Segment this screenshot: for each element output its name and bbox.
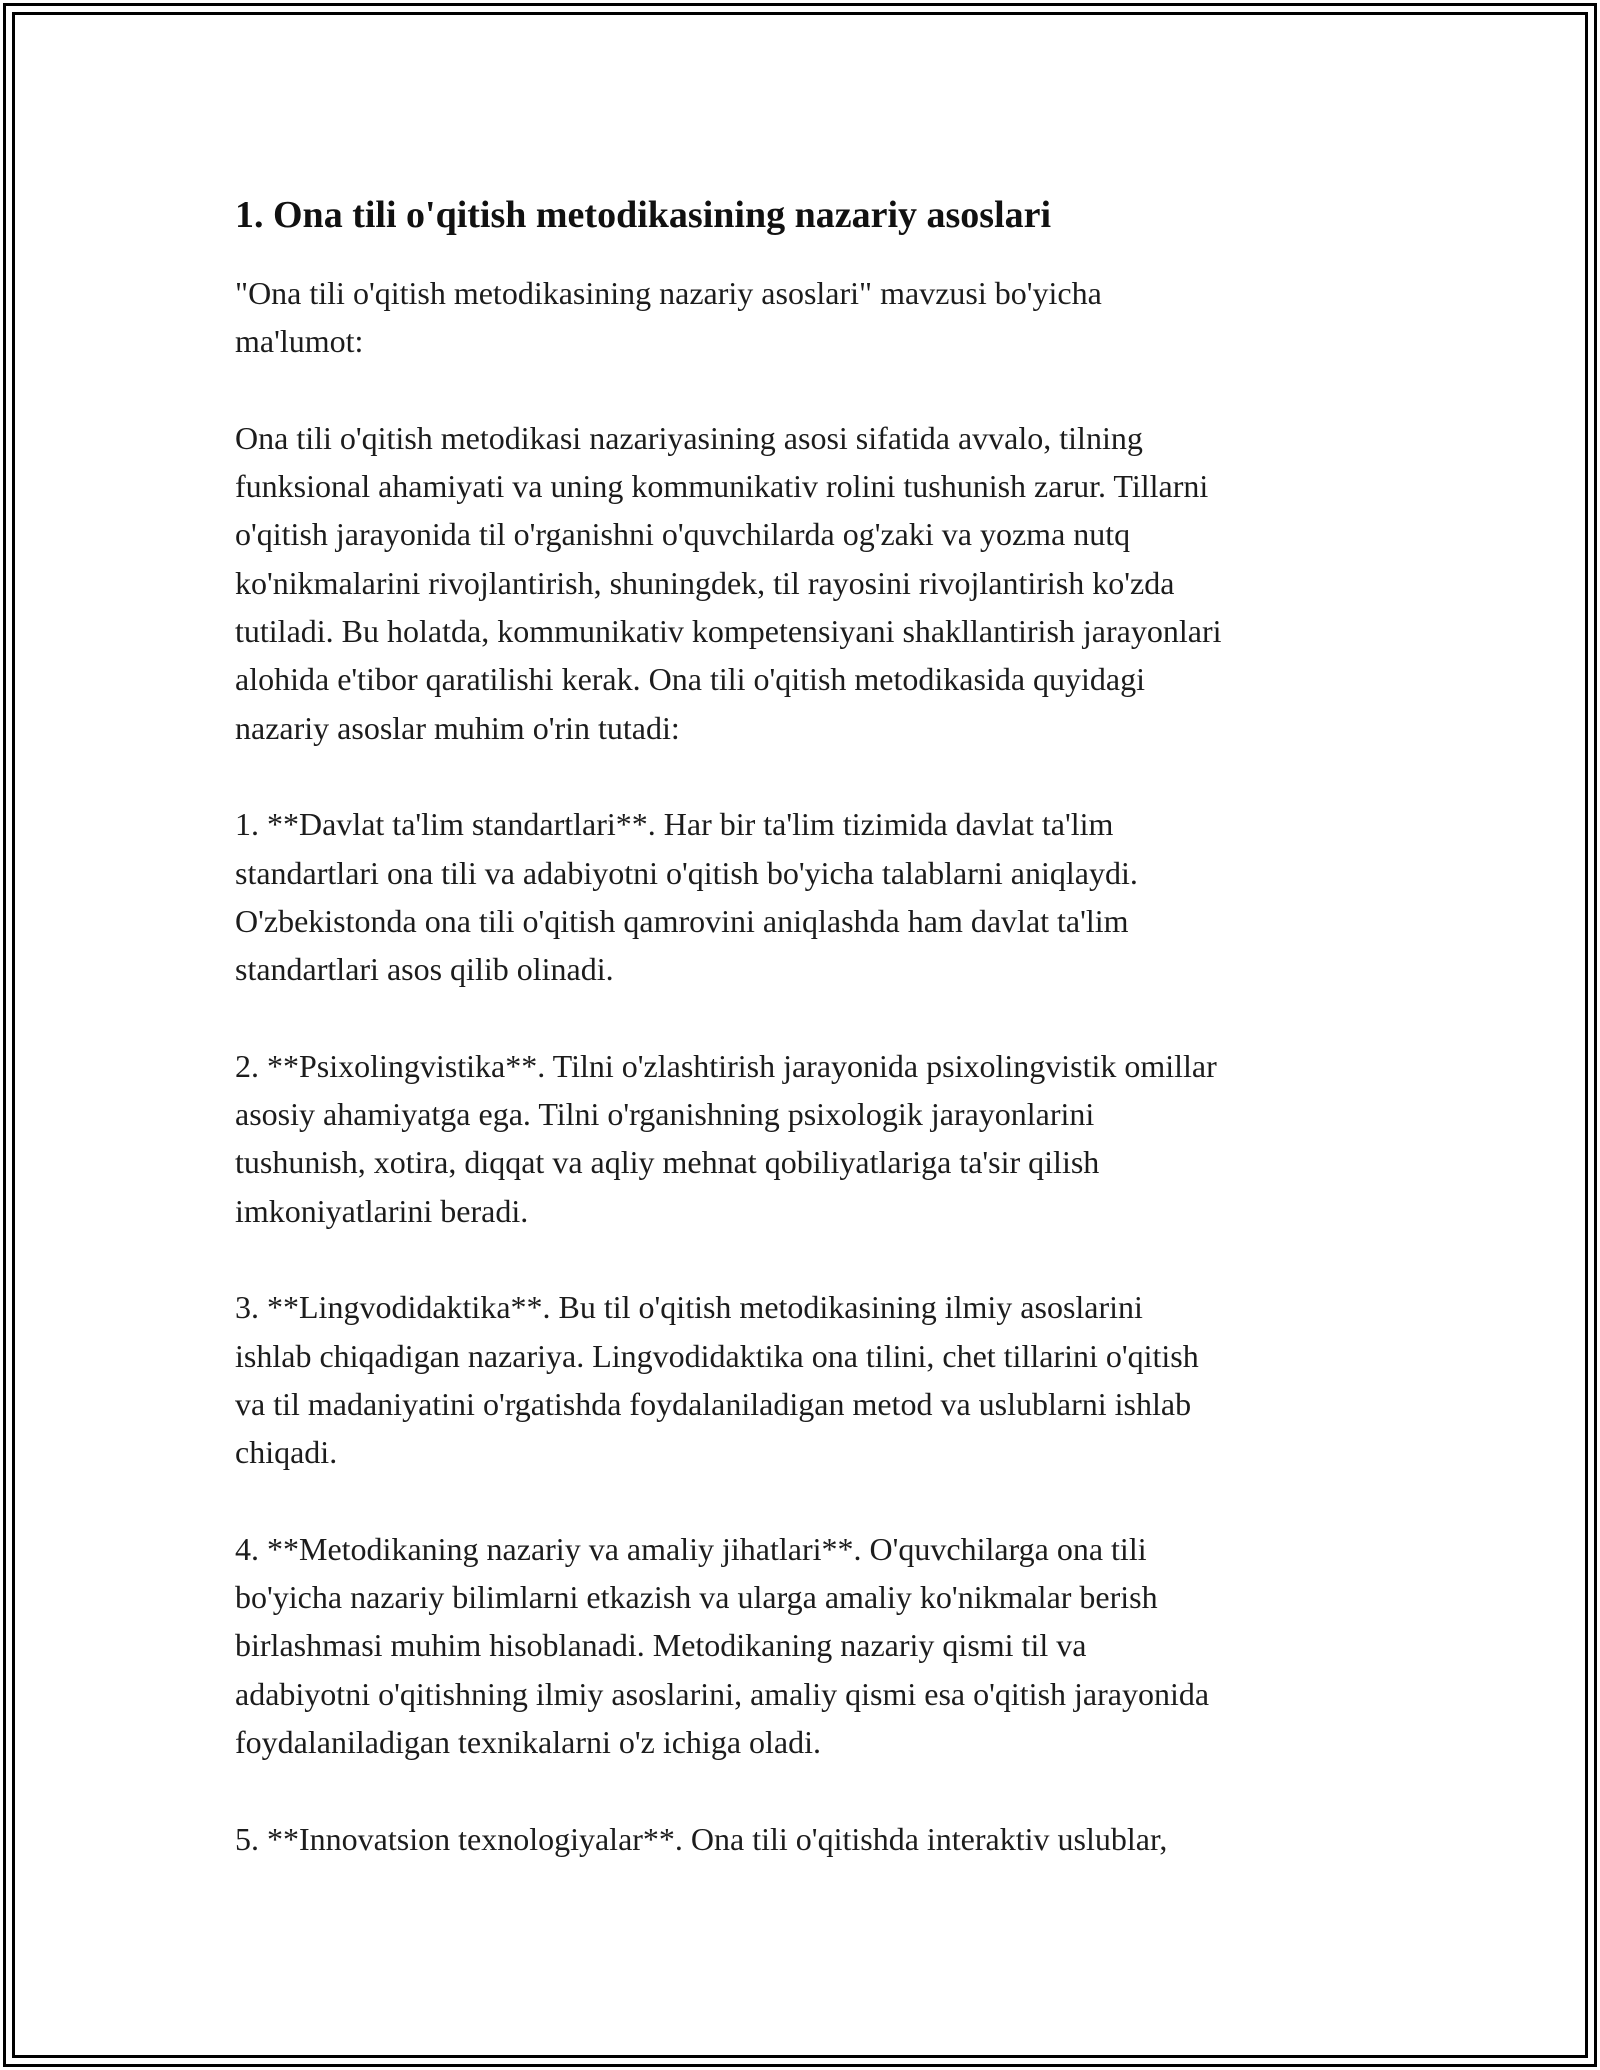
text-line: 4. **Metodikaning nazariy va amaliy jihatlari**. O'quvchilarga ona tili [235, 1530, 1147, 1567]
text-line: chiqadi. [235, 1434, 338, 1471]
text-line: alohida e'tibor qaratilishi kerak. Ona tili o'qitish metodikasida quyidagi [235, 661, 1145, 698]
text-line: foydalaniladigan texnikalarni o'z ichiga oladi. [235, 1723, 821, 1760]
text-line: va til madaniyatini o'rgatishda foydalaniladigan metod va uslublarni ishlab [235, 1385, 1192, 1422]
text-line: Ona tili o'qitish metodikasi nazariyasining asosi sifatida avvalo, tilning [235, 419, 1143, 456]
list-item-paragraph [235, 1525, 1375, 1766]
text-line: standartlari asos qilib olinadi. [235, 951, 614, 988]
text-line: funksional ahamiyati va uning kommunikativ rolini tushunish zarur. Tillarni [235, 468, 1209, 505]
text-line: asosiy ahamiyatga ega. Tilni o'rganishning psixologik jarayonlarini [235, 1096, 1095, 1133]
text-line: 3. **Lingvodidaktika**. Bu til o'qitish metodikasining ilmiy asoslarini [235, 1289, 1143, 1326]
text-line: adabiyotni o'qitishning ilmiy asoslarini, amaliy qismi esa o'qitish jarayonida [235, 1675, 1210, 1712]
list-item-paragraph [235, 800, 1375, 993]
text-line: tushunish, xotira, diqqat va aqliy mehnat qobiliyatlariga ta'sir qilish [235, 1144, 1100, 1181]
text-line: ishlab chiqadigan nazariya. Lingvodidaktika ona tilini, chet tillarini o'qitish [235, 1337, 1199, 1374]
text-line: "Ona tili o'qitish metodikasining nazariy asoslari" mavzusi bo'yicha [235, 275, 1102, 311]
text-line: bo'yicha nazariy bilimlarni etkazish va ularga amaliy ko'nikmalar berish [235, 1579, 1158, 1616]
list-item-paragraph [235, 1815, 1375, 1863]
text-line: ma'lumot: [235, 323, 364, 360]
document-body [235, 185, 1375, 1863]
list-item-paragraph [235, 1042, 1375, 1235]
text-line: ko'nikmalarini rivojlantirish, shuningdek, til rayosini rivojlantirish ko'zda [235, 564, 1175, 601]
body-paragraph [235, 414, 1375, 752]
list-item-paragraph [235, 1283, 1375, 1476]
text-line: 5. **Innovatsion texnologiyalar**. Ona tili o'qitishda interaktiv uslublar, [235, 1820, 1168, 1857]
document-title: 1. Ona tili o'qitish metodikasining nazariy asoslari [235, 194, 1052, 236]
text-line: birlashmasi muhim hisoblanadi. Metodikaning nazariy qismi til va [235, 1627, 1087, 1664]
text-line: o'qitish jarayonida til o'rganishni o'quvchilarda og'zaki va yozma nutq [235, 516, 1131, 553]
text-line: nazariy asoslar muhim o'rin tutadi: [235, 709, 680, 746]
intro-paragraph [235, 269, 1375, 366]
text-line: 1. **Davlat ta'lim standartlari**. Har bir ta'lim tizimida davlat ta'lim [235, 806, 1114, 843]
text-line: 2. **Psixolingvistika**. Tilni o'zlashtirish jarayonida psixolingvistik omillar [235, 1047, 1217, 1084]
text-line: standartlari ona tili va adabiyotni o'qitish bo'yicha talablarni aniqlaydi. [235, 854, 1138, 891]
text-line: O'zbekistonda ona tili o'qitish qamrovini aniqlashda ham davlat ta'lim [235, 902, 1129, 939]
text-line: imkoniyatlarini beradi. [235, 1192, 529, 1229]
text-line: tutiladi. Bu holatda, kommunikativ kompetensiyani shakllantirish jarayonlari [235, 613, 1222, 650]
